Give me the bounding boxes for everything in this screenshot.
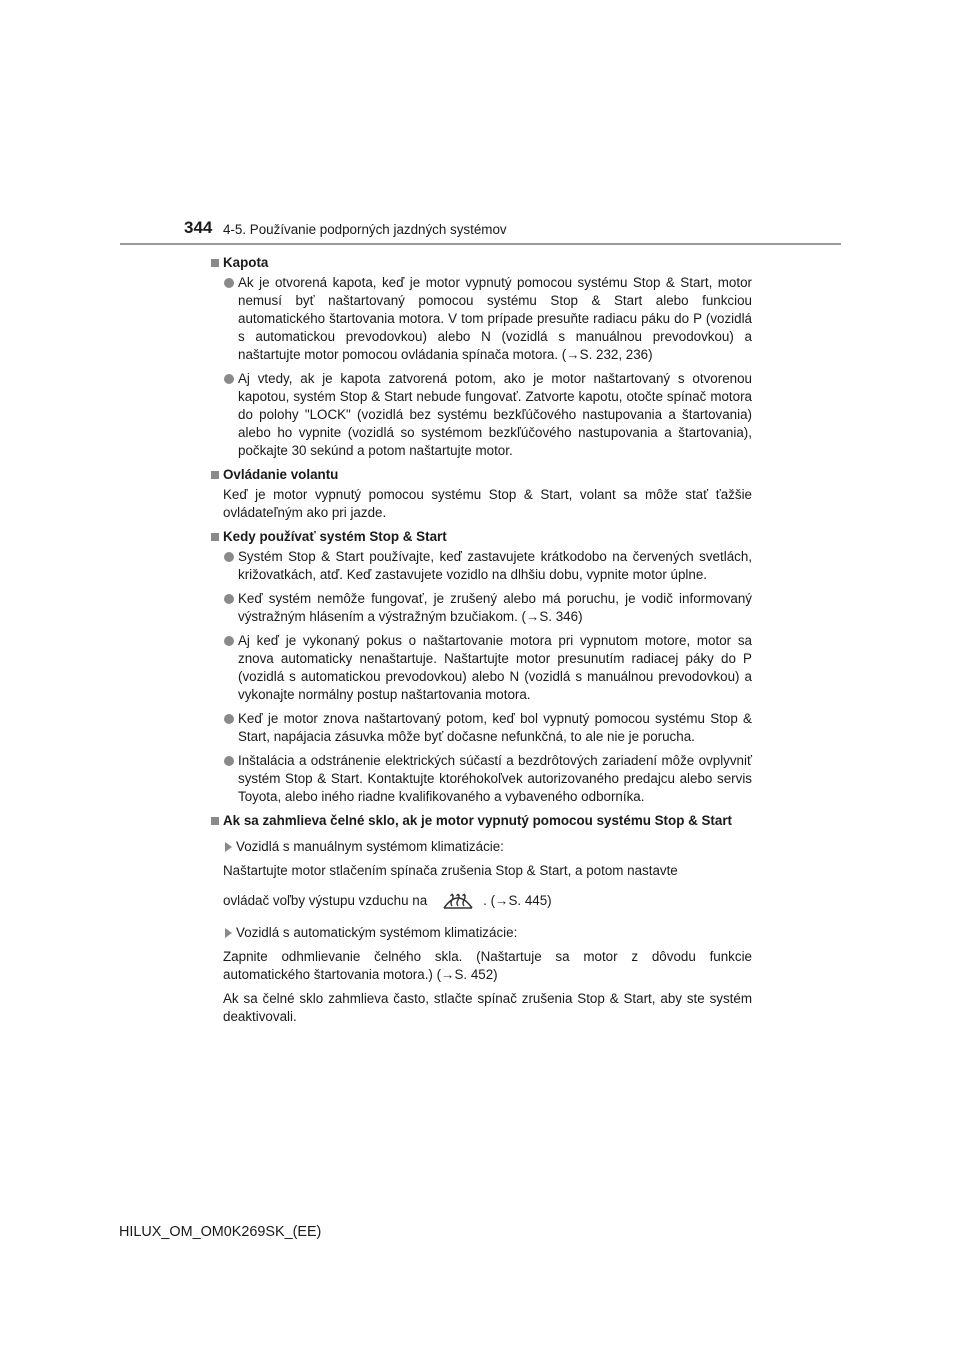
paragraph-text: ovládač voľby výstupu vzduchu na: [223, 893, 428, 908]
chapter-title: 4-5. Používanie podporných jazdných systémov: [223, 222, 507, 237]
section-heading: Ovládanie volantu: [210, 466, 752, 484]
sub-heading-manual: Vozidlá s manuálnym systémom klimatizácie:: [210, 838, 752, 856]
bullet-item: Inštalácia a odstránenie elektrických súčastí a bezdrôtových zariadení môže ovplyvniť systém Stop & Start. Kontaktujte ktoréhokoľvek autorizovaného predajcu alebo servis Toyota, alebo iného riadne kvalifikovaného a vybaveného odborníka.: [210, 752, 752, 806]
bullet-item: Keď je motor znova naštartovaný potom, keď bol vypnutý pomocou systému Stop & Start, napájacia zásuvka môže byť dočasne nefunkčná, to ale nie je porucha.: [210, 710, 752, 746]
paragraph: Ak sa čelné sklo zahmlieva často, stlačte spínač zrušenia Stop & Start, aby ste systém deaktivovali.: [223, 991, 752, 1024]
section-kedy: [210, 528, 752, 806]
section-volant: [210, 466, 752, 522]
bullet-item: Aj keď je vykonaný pokus o naštartovanie motora pri vypnutom motore, motor sa znova automaticky nenaštartuje. Naštartujte motor presunutím radiacej páky do P (vozidlá s automatickou prevodovkou) alebo N (vozidlá s manuálnou prevodovkou) a vykonajte normálny postup naštartovania motora.: [210, 632, 752, 704]
footer-code: HILUX_OM_OM0K269SK_(EE): [119, 1224, 322, 1240]
section-heading: Ak sa zahmlieva čelné sklo, ak je motor vypnutý pomocou systému Stop & Start: [210, 812, 752, 830]
paragraph: Keď je motor vypnutý pomocou systému Stop & Start, volant sa môže stať ťažšie ovládateľným ako pri jazde.: [223, 487, 752, 520]
page-content: [210, 254, 752, 1032]
section-kapota: [210, 254, 752, 460]
header-rule: [120, 243, 841, 245]
paragraph-with-icon: [210, 886, 752, 916]
paragraph: Naštartujte motor stlačením spínača zrušenia Stop & Start, a potom nastavte: [223, 863, 678, 878]
section-heading: Kapota: [210, 254, 752, 272]
bullet-item: Aj vtedy, ak je kapota zatvorená potom, ako je motor naštartovaný s otvorenou kapotou, systém Stop & Start nebude fungovať. Zatvorte kapotu, otočte spínač motora do polohy "LOCK" (vozidlá bez systému bezkľúčového nastupovania a štartovania) alebo ho vypnite (vozidlá so systémom bezkľúčového nastupovania a štartovania), počkajte 30 sekúnd a potom naštartujte motor.: [210, 370, 752, 460]
paragraph: Zapnite odhmlievanie čelného skla. (Naštartuje sa motor z dôvodu funkcie automatického štartovania motora.) (→S. 452): [223, 949, 752, 982]
windshield-defroster-icon: [441, 886, 475, 916]
bullet-item: Systém Stop & Start používajte, keď zastavujete krátkodobo na červených svetlách, križovatkách, atď. Keď zastavujete vozidlo na dlhšiu dobu, vypnite motor úplne.: [210, 548, 752, 584]
page-number: 344: [184, 218, 213, 237]
section-heading: Kedy používať systém Stop & Start: [210, 528, 752, 546]
bullet-item: Keď systém nemôže fungovať, je zrušený alebo má poruchu, je vodič informovaný výstražným hlásením a výstražným bzučiakom. (→S. 346): [210, 590, 752, 626]
paragraph-text: . (→S. 445): [483, 893, 552, 908]
bullet-item: Ak je otvorená kapota, keď je motor vypnutý pomocou systému Stop & Start, motor nemusí byť naštartovaný pomocou systému Stop & Start alebo funkciou automatického štartovania motora. V tom prípade presuňte radiacu páku do P (vozidlá s automatickou prevodovkou) alebo N (vozidlá s manuálnou prevodovkou) a naštartujte motor pomocou ovládania spínača motora. (→S. 232, 236): [210, 274, 752, 364]
sub-heading-auto: Vozidlá s automatickým systémom klimatizácie:: [210, 924, 752, 942]
section-sklo: [210, 812, 752, 1026]
